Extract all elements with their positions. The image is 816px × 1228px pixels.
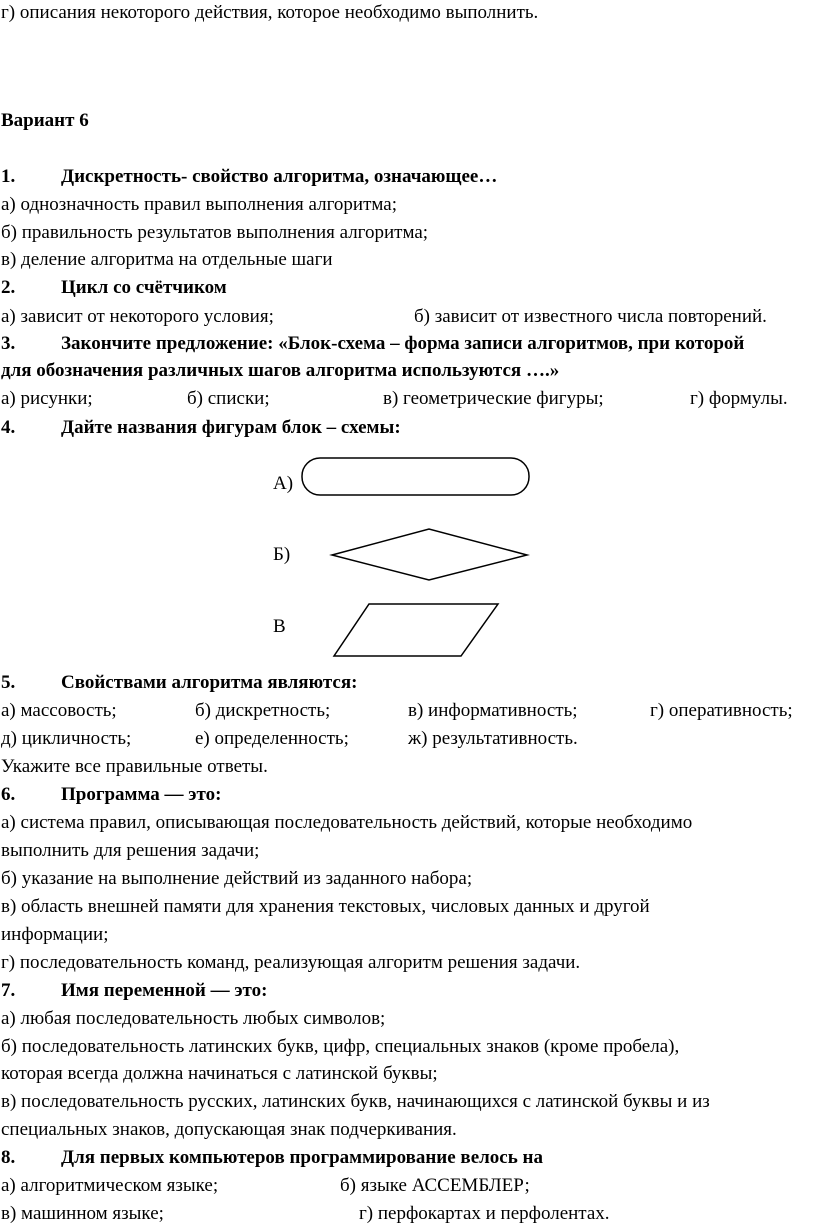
answer-option: б) последовательность латинских букв, цифр, специальных знаков (кроме пробела), [1,1036,680,1057]
question-number: 3. [1,333,16,354]
input-output-shape [334,604,498,656]
question-number: 6. [1,784,16,805]
question-text: Дайте названия фигурам блок – схемы: [61,417,401,438]
question-text-continued: для обозначения различных шагов алгоритма используются ….» [1,360,560,381]
answer-option: г) перфокартах и перфолентах. [359,1203,610,1224]
answer-option: г) оперативность; [650,700,793,721]
question-text: Имя переменной — это: [61,980,268,1001]
question-number: 2. [1,277,16,298]
question-text: Для первых компьютеров программирование велось на [61,1147,543,1168]
question-number: 8. [1,1147,16,1168]
question-text: Программа — это: [61,784,222,805]
answer-option: а) зависит от некоторого условия; [1,306,274,327]
answer-option: б) указание на выполнение действий из заданного набора; [1,868,473,889]
answer-option: а) любая последовательность любых символов; [1,1008,386,1029]
terminator-shape [302,458,529,495]
answer-option: а) рисунки; [1,388,93,409]
answer-option: а) система правил, описывающая последовательность действий, которые необходимо [1,812,693,833]
answer-option: а) однозначность правил выполнения алгоритма; [1,194,398,215]
answer-option: г) последовательность команд, реализующая алгоритм решения задачи. [1,952,581,973]
answer-option-continued: специальных знаков, допускающая знак подчеркивания. [1,1119,457,1140]
shape-label-b: Б) [273,544,291,565]
variant-title: Вариант 6 [1,110,89,131]
intro-line: г) описания некоторого действия, которое необходимо выполнить. [1,2,539,23]
question-text: Цикл со счётчиком [61,277,227,298]
question-number: 5. [1,672,16,693]
decision-shape [332,529,527,580]
answer-option: а) алгоритмическом языке; [1,1175,219,1196]
shape-label-a: А) [273,473,294,494]
question-text: Дискретность- свойство алгоритма, означающее… [61,166,498,187]
question-text: Свойствами алгоритма являются: [61,672,358,693]
answer-option: б) правильность результатов выполнения алгоритма; [1,222,429,243]
answer-option: ж) результативность. [408,728,578,749]
question-number: 1. [1,166,16,187]
answer-option: в) информативность; [408,700,578,721]
answer-option: б) языке АССЕМБЛЕР; [340,1175,530,1196]
answer-option: г) формулы. [690,388,788,409]
answer-option: е) определенность; [195,728,349,749]
answer-option-continued: выполнить для решения задачи; [1,840,260,861]
question-number: 4. [1,417,16,438]
answer-option: б) зависит от известного числа повторений. [414,306,767,327]
answer-option-continued: информации; [1,924,109,945]
answer-option: в) машинном языке; [1,1203,164,1224]
answer-option: в) геометрические фигуры; [383,388,604,409]
answer-option: б) дискретность; [195,700,331,721]
answer-option: в) последовательность русских, латинских букв, начинающихся с латинской буквы и из [1,1091,710,1112]
shape-label-c: В [273,616,286,637]
instruction-note: Укажите все правильные ответы. [1,756,268,777]
answer-option: в) деление алгоритма на отдельные шаги [1,249,333,270]
question-number: 7. [1,980,16,1001]
answer-option: б) списки; [187,388,270,409]
answer-option: д) цикличность; [1,728,132,749]
answer-option-continued: которая всегда должна начинаться с латинской буквы; [1,1063,438,1084]
answer-option: в) область внешней памяти для хранения текстовых, числовых данных и другой [1,896,650,917]
answer-option: а) массовость; [1,700,117,721]
question-text: Закончите предложение: «Блок-схема – форма записи алгоритмов, при которой [61,333,745,354]
